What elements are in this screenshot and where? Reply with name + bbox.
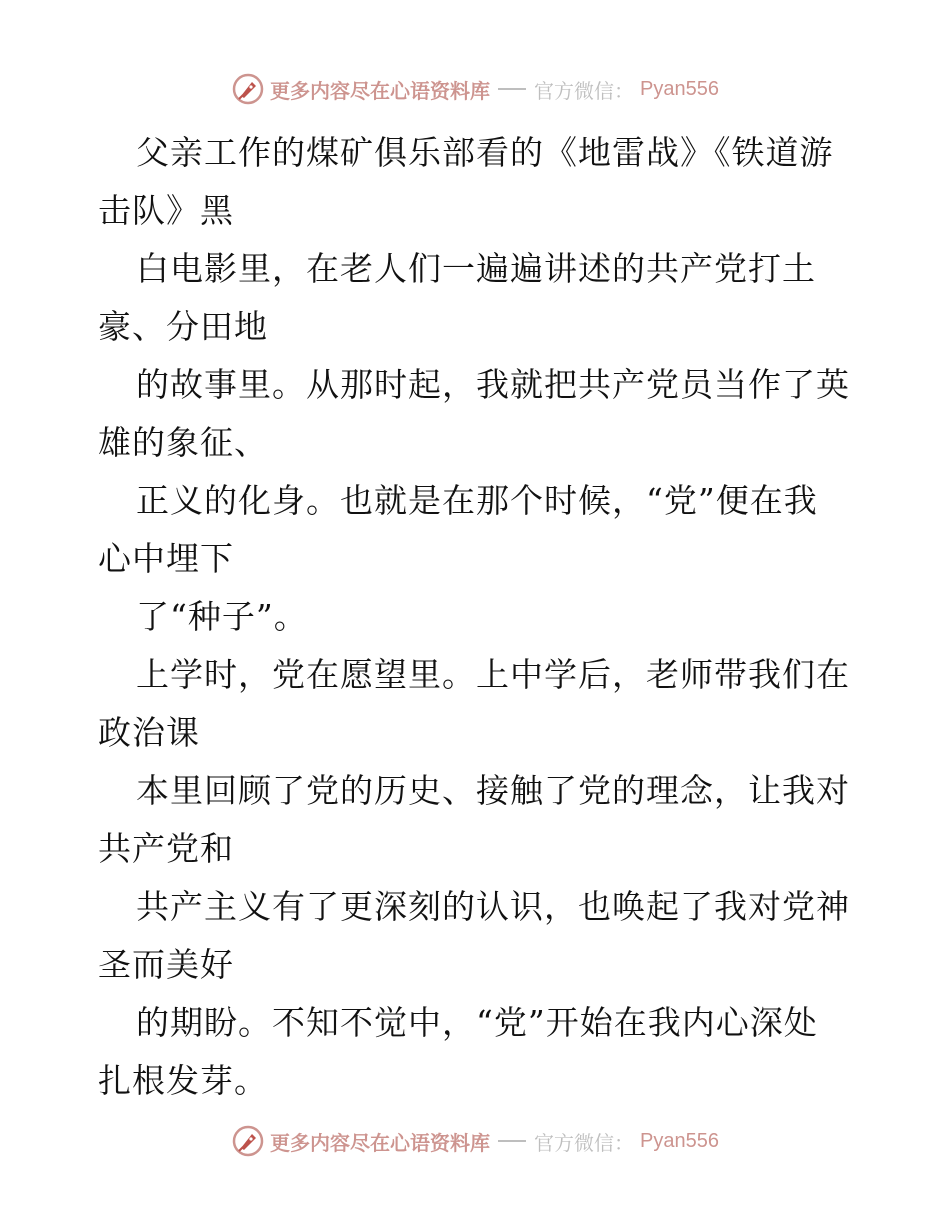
- pen-nib-logo-icon: [232, 1125, 264, 1157]
- text-line: 了“种子”。: [136, 597, 308, 636]
- watermark-dash: [498, 1140, 526, 1142]
- watermark-account: Pyan556: [640, 77, 719, 100]
- text-line: 雄的象征、: [98, 423, 268, 462]
- text-line: 上学时，党在愿望里。上中学后，老师带我们在: [136, 655, 850, 694]
- watermark-secondary-text: 官方微信：: [534, 1130, 634, 1155]
- document-body: [98, 124, 858, 1110]
- pen-nib-logo-icon: [232, 73, 264, 105]
- text-line: 的期盼。不知不觉中，“党”开始在我内心深处: [136, 1003, 818, 1042]
- text-line: 的故事里。从那时起，我就把共产党员当作了英: [136, 365, 850, 404]
- watermark-main-text: 更多内容尽在心语资料库: [270, 1130, 490, 1155]
- text-line: 本里回顾了党的历史、接触了党的理念，让我对: [136, 771, 850, 810]
- watermark-main-text: 更多内容尽在心语资料库: [270, 78, 490, 103]
- text-line: 扎根发芽。: [98, 1061, 268, 1100]
- watermark-dash: [498, 88, 526, 90]
- text-line: 豪、分田地: [98, 307, 268, 346]
- text-line: 心中埋下: [98, 539, 234, 578]
- watermark-account: Pyan556: [640, 1129, 719, 1152]
- watermark-secondary-text: 官方微信：: [534, 78, 634, 103]
- text-line: 圣而美好: [98, 945, 234, 984]
- text-line: 白电影里，在老人们一遍遍讲述的共产党打土: [136, 249, 816, 288]
- text-line: 父亲工作的煤矿俱乐部看的《地雷战》《铁道游: [136, 133, 834, 172]
- text-line: 政治课: [98, 713, 200, 752]
- text-line: 共产党和: [98, 829, 234, 868]
- footer-watermark: [232, 1124, 732, 1158]
- text-line: 共产主义有了更深刻的认识，也唤起了我对党神: [136, 887, 850, 926]
- text-line: 正义的化身。也就是在那个时候，“党”便在我: [136, 481, 818, 520]
- header-watermark: [232, 72, 732, 106]
- text-line: 击队》黑: [98, 191, 234, 230]
